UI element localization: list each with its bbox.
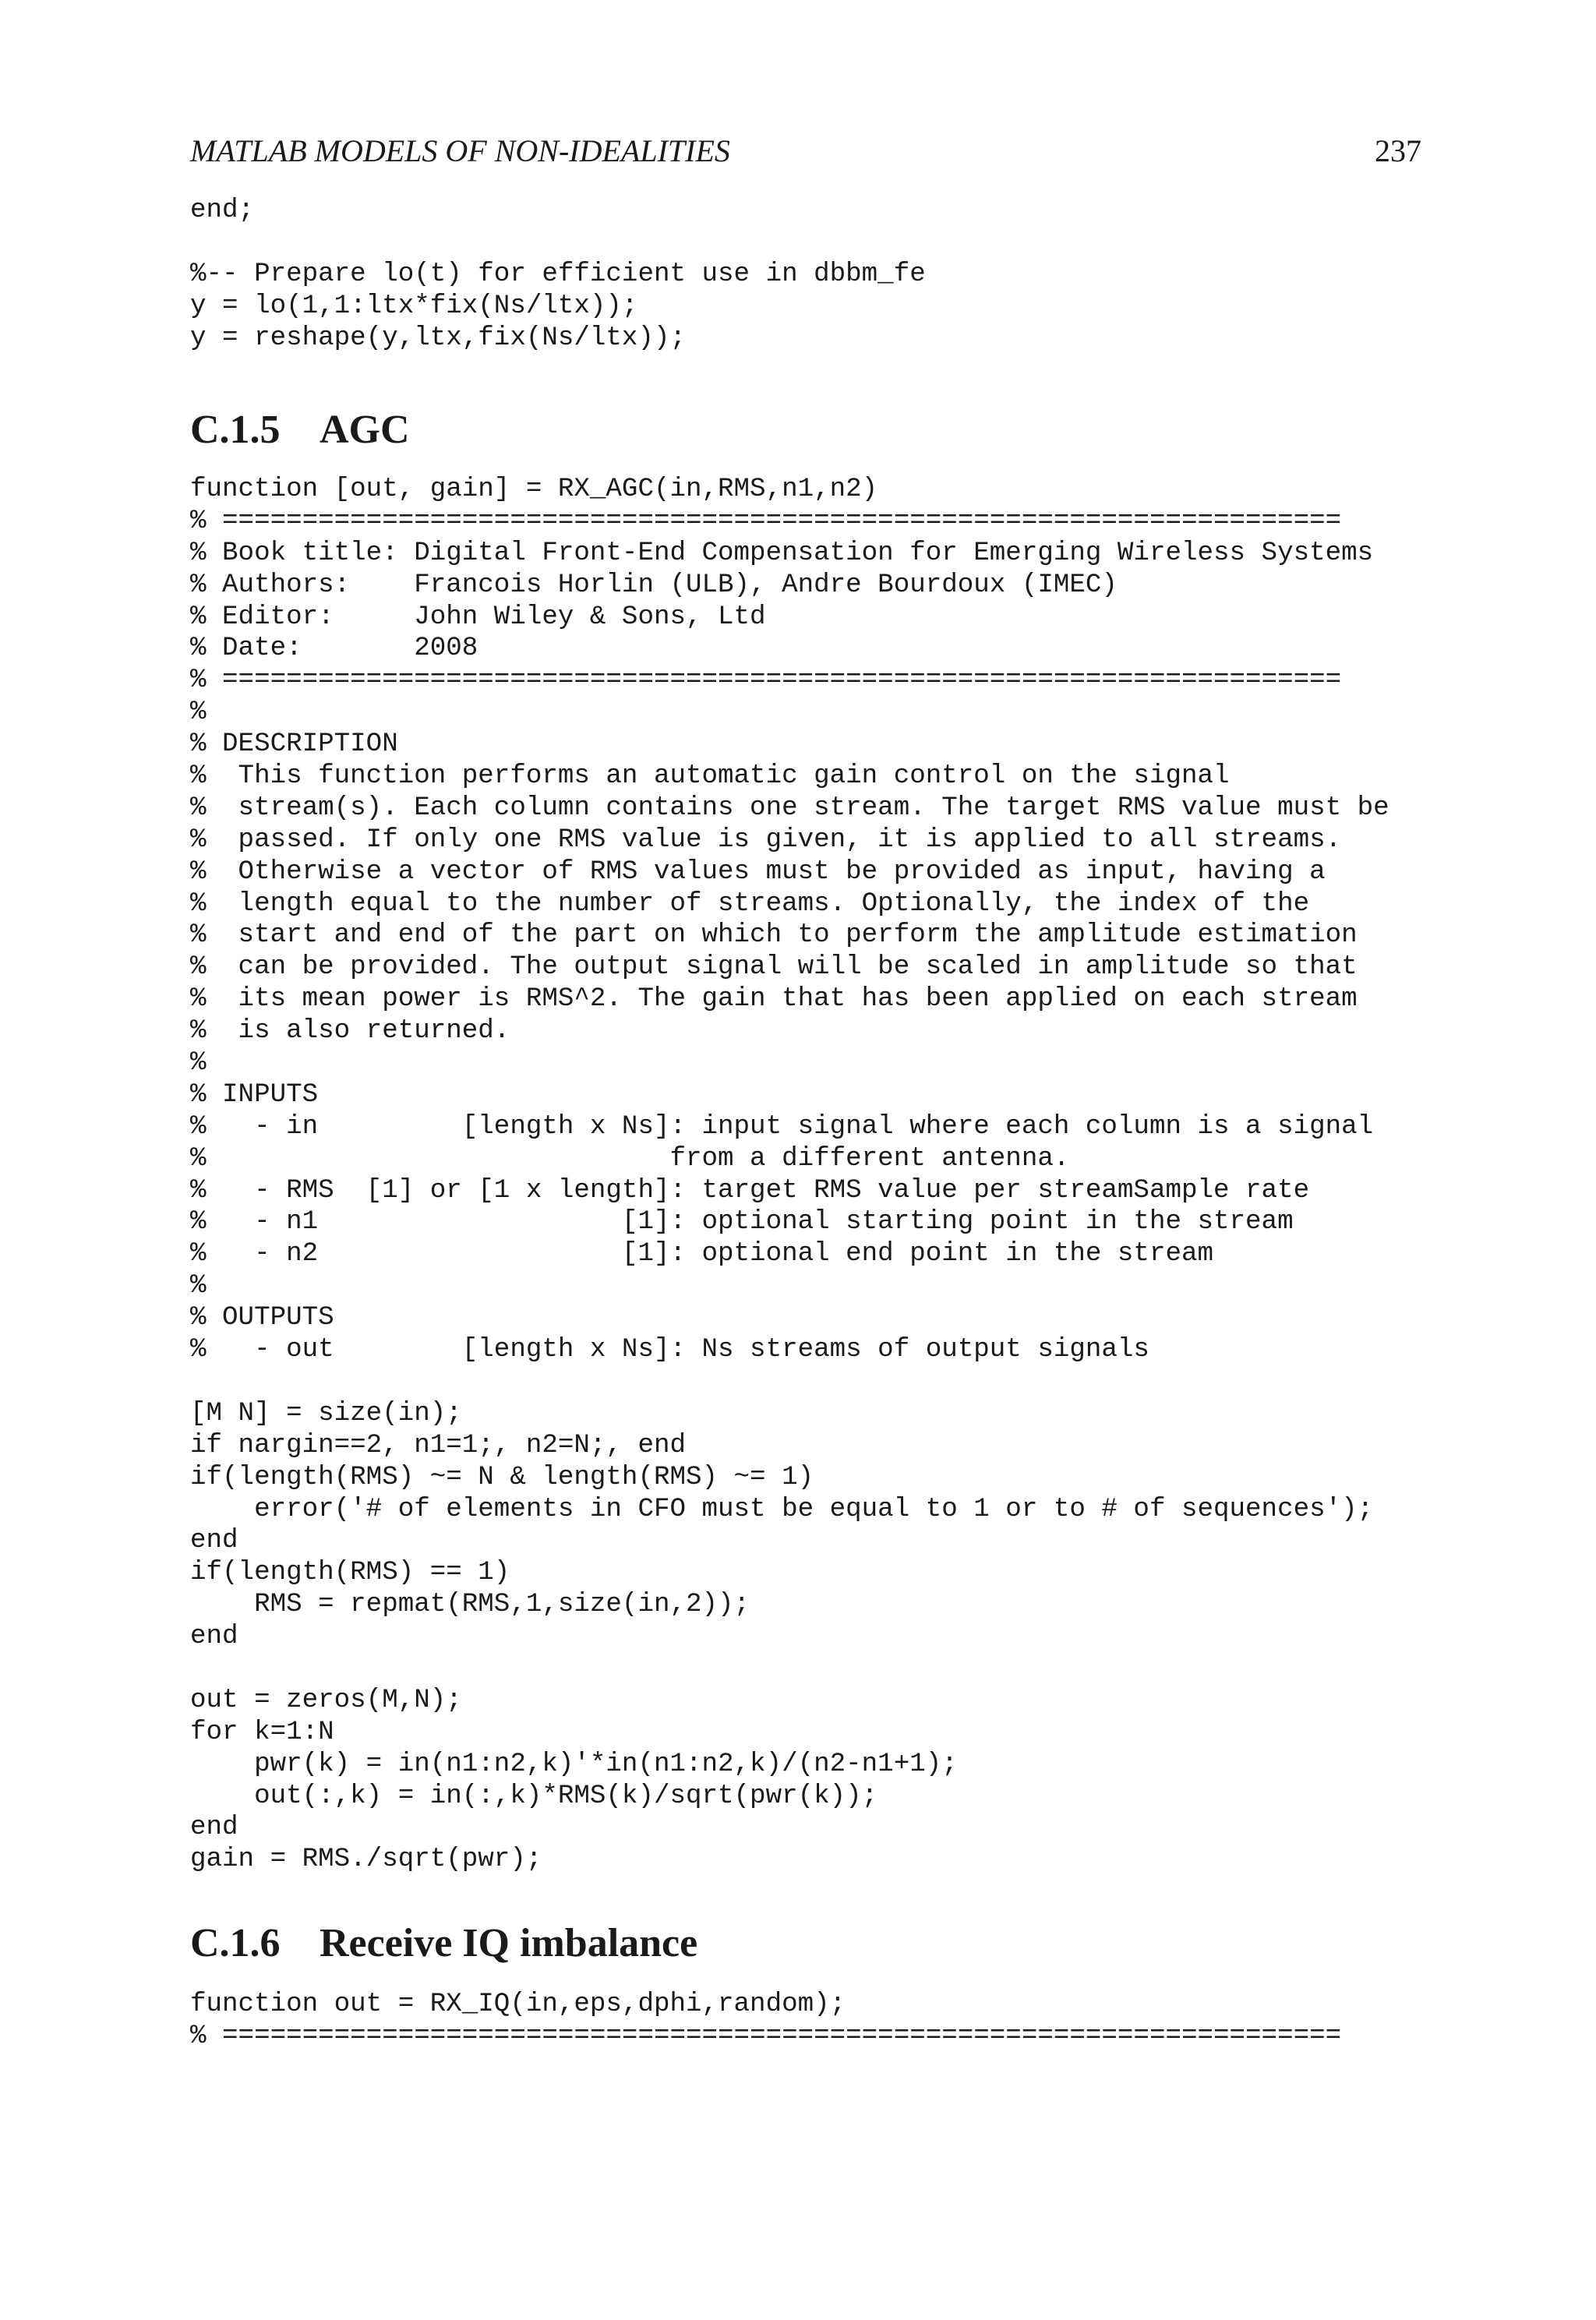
code-line: [M N] = size(in); — [190, 1398, 462, 1428]
section-heading-agc — [190, 405, 410, 455]
code-line: end — [190, 1622, 238, 1652]
code-line: end; — [190, 196, 255, 225]
running-head — [190, 129, 1421, 173]
code-line: % This function performs an automatic gain control on the signal — [190, 761, 1230, 792]
code-line: % start and end of the part on which to perform the amplitude estimation — [190, 920, 1358, 951]
running-title: MATLAB MODELS OF NON-IDEALITIES — [190, 133, 730, 168]
code-line: for k=1:N — [190, 1717, 334, 1747]
page-number: 237 — [1375, 133, 1421, 168]
code-line: % ====================================================================== — [190, 2021, 1342, 2051]
code-line: function [out, gain] = RX_AGC(in,RMS,n1,n2) — [190, 475, 878, 504]
code-line: % from a different antenna. — [190, 1143, 1070, 1174]
code-line: % INPUTS — [190, 1079, 319, 1110]
section-title: AGC — [320, 408, 410, 452]
code-line: %-- Prepare lo(t) for efficient use in dbbm_fe — [190, 259, 926, 289]
code-line: % passed. If only one RMS value is given, it is applied to all streams. — [190, 825, 1342, 855]
code-line: % — [190, 697, 207, 728]
code-line: gain = RMS./sqrt(pwr); — [190, 1845, 542, 1875]
code-line — [190, 1366, 1389, 1398]
code-line: % OUTPUTS — [190, 1303, 334, 1333]
code-line: % its mean power is RMS^2. The gain that has been applied on each stream — [190, 984, 1358, 1015]
code-line: y = lo(1,1:ltx*fix(Ns/ltx)); — [190, 291, 638, 321]
code-line: % — [190, 1271, 207, 1301]
code-line: % DESCRIPTION — [190, 729, 398, 760]
code-block-rx-agc — [190, 474, 1389, 1876]
code-line: % - n1 [1]: optional starting point in the stream — [190, 1207, 1294, 1238]
code-line: function out = RX_IQ(in,eps,dphi,random); — [190, 1990, 846, 2019]
code-line: % is also returned. — [190, 1016, 510, 1047]
section-number: C.1.5 — [190, 408, 281, 452]
code-line: if(length(RMS) ~= N & length(RMS) ~= 1) — [190, 1462, 814, 1492]
code-line: % Editor: John Wiley & Sons, Ltd — [190, 602, 766, 632]
code-line: RMS = repmat(RMS,1,size(in,2)); — [190, 1590, 750, 1620]
code-line: end — [190, 1813, 238, 1843]
code-line: % Authors: Francois Horlin (ULB), Andre Bourdoux (IMEC) — [190, 570, 1118, 600]
code-line: % ====================================================================== — [190, 506, 1342, 536]
code-line: % Book title: Digital Front-End Compensation for Emerging Wireless Systems — [190, 538, 1374, 568]
code-line: error('# of elements in CFO must be equal to 1 or to # of sequences'); — [190, 1494, 1374, 1524]
code-line: if nargin==2, n1=1;, n2=N;, end — [190, 1430, 686, 1460]
section-title: Receive IQ imbalance — [320, 1921, 698, 1965]
code-block-rx-iq — [190, 1989, 1341, 2053]
code-line: pwr(k) = in(n1:n2,k)'*in(n1:n2,k)/(n2-n1+1); — [190, 1749, 958, 1779]
code-line: % - out [length x Ns]: Ns streams of output signals — [190, 1335, 1149, 1365]
code-line: out(:,k) = in(:,k)*RMS(k)/sqrt(pwr(k)); — [190, 1781, 878, 1811]
code-line: % - RMS [1] or [1 x length]: target RMS value per streamSample rate — [190, 1175, 1310, 1206]
code-line: % can be provided. The output signal will be scaled in amplitude so that — [190, 952, 1358, 983]
code-line: % - in [length x Ns]: input signal where each column is a signal — [190, 1111, 1374, 1142]
code-line: % - n2 [1]: optional end point in the stream — [190, 1239, 1214, 1269]
code-line: % Date: 2008 — [190, 634, 478, 664]
code-line: out = zeros(M,N); — [190, 1685, 462, 1715]
code-line: % — [190, 1048, 207, 1079]
code-line: % Otherwise a vector of RMS values must be provided as input, having a — [190, 856, 1326, 887]
code-line: y = reshape(y,ltx,fix(Ns/ltx)); — [190, 323, 686, 353]
code-block-lo-prepare — [190, 195, 926, 354]
code-line: end — [190, 1526, 238, 1556]
code-line — [190, 227, 926, 259]
code-line: if(length(RMS) == 1) — [190, 1558, 510, 1588]
code-line: % length equal to the number of streams. Optionally, the index of the — [190, 888, 1310, 919]
section-number: C.1.6 — [190, 1921, 281, 1965]
code-line: % stream(s). Each column contains one stream. The target RMS value must be — [190, 793, 1389, 823]
code-line — [190, 1653, 1389, 1685]
code-line: % ====================================================================== — [190, 666, 1342, 696]
section-heading-receive-iq-imbalance — [190, 1919, 697, 1969]
